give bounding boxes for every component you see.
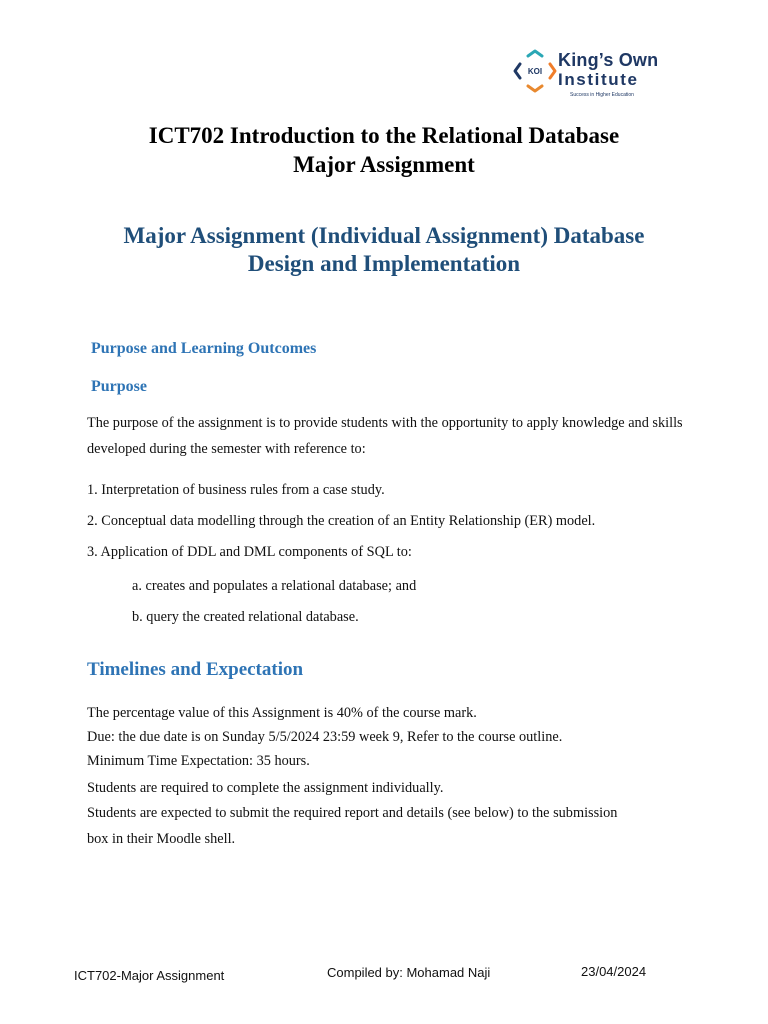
logo-tagline: Success in Higher Education [570, 92, 634, 98]
institute-logo [512, 48, 662, 104]
document-subtitle-line1: Major Assignment (Individual Assignment) Database [123, 223, 645, 248]
footer-course: ICT702-Major Assignment [74, 968, 225, 983]
heading-purpose-outcomes: Purpose and Learning Outcomes [91, 340, 317, 357]
purpose-item-2: 2. Conceptual data modelling through the creation of an Entity Relationship (ER) model. [87, 513, 596, 529]
heading-timelines: Timelines and Expectation [87, 659, 304, 680]
logo-mark-text: KOI [527, 67, 543, 76]
timeline-line-3: Minimum Time Expectation: 35 hours. [87, 753, 310, 769]
document-title [0, 121, 768, 179]
koi-logo-mark-icon [512, 48, 558, 94]
timeline-line-4: Students are required to complete the assignment individually. [87, 780, 444, 796]
logo-name-line1: King’s Own [558, 50, 659, 70]
document-subtitle [40, 222, 728, 278]
timeline-line-1: The percentage value of this Assignment is 40% of the course mark. [87, 705, 477, 721]
document-title-line1: ICT702 Introduction to the Relational Database [148, 123, 620, 148]
footer-compiled-by: Compiled by: Mohamad Naji [327, 965, 491, 980]
document-subtitle-line2: Design and Implementation [247, 251, 521, 276]
document-title-line2: Major Assignment [293, 152, 475, 177]
footer-date: 23/04/2024 [581, 964, 647, 979]
heading-purpose: Purpose [91, 378, 147, 395]
purpose-item-3: 3. Application of DDL and DML components of SQL to: [87, 544, 412, 560]
purpose-subitem-a: a. creates and populates a relational database; and [132, 578, 417, 594]
purpose-subitem-b: b. query the created relational database. [132, 609, 359, 625]
timeline-line-5: Students are expected to submit the required report and details (see below) to the submission [87, 805, 618, 821]
timeline-line-2: Due: the due date is on Sunday 5/5/2024 23:59 week 9, Refer to the course outline. [87, 729, 563, 745]
timeline-line-6: box in their Moodle shell. [87, 831, 236, 847]
purpose-item-1: 1. Interpretation of business rules from a case study. [87, 482, 385, 498]
logo-name-line2: Institute [558, 70, 639, 89]
purpose-paragraph: The purpose of the assignment is to provide students with the opportunity to apply knowledge and skills developed during the semester with reference to: [87, 415, 683, 457]
